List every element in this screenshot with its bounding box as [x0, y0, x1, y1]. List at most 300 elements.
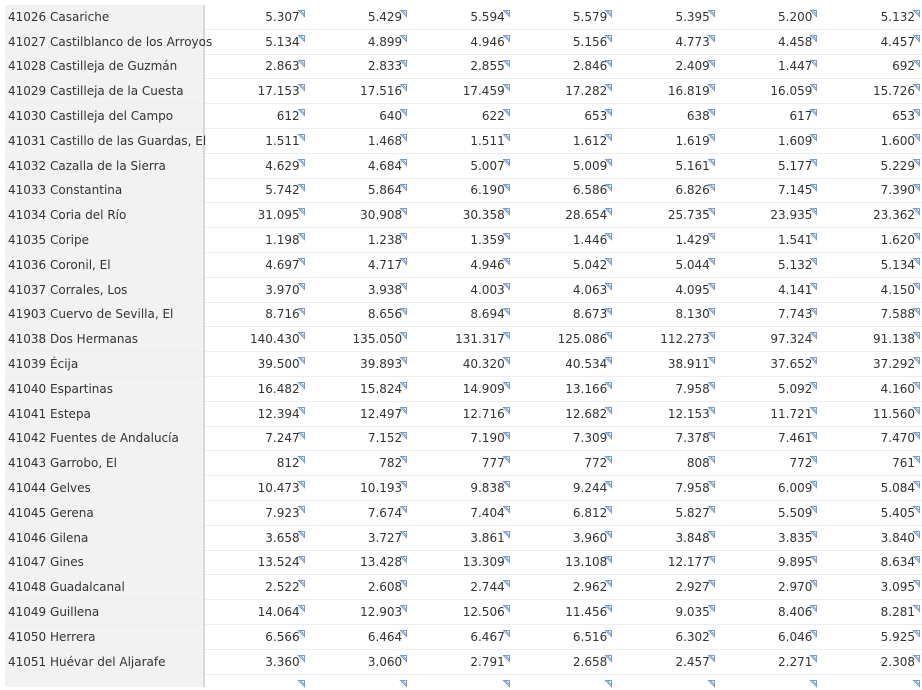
- note-corner-icon[interactable]: [913, 80, 920, 87]
- note-corner-icon[interactable]: [605, 254, 612, 261]
- population-value: 3.360: [265, 654, 300, 669]
- population-value-cell: [204, 228, 307, 253]
- note-corner-icon[interactable]: [605, 105, 612, 112]
- population-value-cell: [819, 302, 922, 327]
- note-corner-icon[interactable]: [605, 328, 612, 335]
- note-corner-icon[interactable]: [913, 254, 920, 261]
- population-value-cell: [717, 476, 820, 501]
- note-corner-icon[interactable]: [708, 378, 715, 385]
- note-corner-icon[interactable]: [605, 676, 612, 683]
- note-corner-icon[interactable]: [298, 527, 305, 534]
- note-corner-icon[interactable]: [708, 601, 715, 608]
- note-corner-icon[interactable]: [605, 229, 612, 236]
- note-corner-icon[interactable]: [400, 328, 407, 335]
- population-value: 5.827: [675, 505, 710, 520]
- note-corner-icon[interactable]: [503, 180, 510, 187]
- note-corner-icon[interactable]: [708, 527, 715, 534]
- note-corner-icon[interactable]: [503, 626, 510, 633]
- note-corner-icon[interactable]: [913, 552, 920, 559]
- population-value-cell: [409, 550, 512, 575]
- note-corner-icon[interactable]: [400, 105, 407, 112]
- note-corner-icon[interactable]: [708, 353, 715, 360]
- note-corner-icon[interactable]: [298, 378, 305, 385]
- note-corner-icon[interactable]: [400, 601, 407, 608]
- population-value-cell: [409, 104, 512, 129]
- population-value-cell: [409, 178, 512, 203]
- note-corner-icon[interactable]: [708, 576, 715, 583]
- note-corner-icon[interactable]: [605, 428, 612, 435]
- population-value-cell: [307, 277, 410, 302]
- population-value: 40.534: [565, 357, 608, 372]
- note-corner-icon[interactable]: [298, 428, 305, 435]
- note-corner-icon[interactable]: [298, 56, 305, 63]
- population-value: 3.060: [367, 654, 403, 669]
- note-corner-icon[interactable]: [503, 229, 510, 236]
- note-corner-icon[interactable]: [298, 254, 305, 261]
- note-corner-icon[interactable]: [605, 403, 612, 410]
- note-corner-icon[interactable]: [298, 204, 305, 211]
- note-corner-icon[interactable]: [298, 477, 305, 484]
- note-corner-icon[interactable]: [605, 304, 612, 311]
- population-value: 12.497: [360, 406, 403, 421]
- note-corner-icon[interactable]: [605, 31, 612, 38]
- note-corner-icon[interactable]: [810, 80, 817, 87]
- note-corner-icon[interactable]: [503, 576, 510, 583]
- note-corner-icon[interactable]: [708, 626, 715, 633]
- population-value: 17.516: [360, 84, 403, 99]
- note-corner-icon[interactable]: [708, 502, 715, 509]
- note-corner-icon[interactable]: [503, 403, 510, 410]
- note-corner-icon[interactable]: [708, 80, 715, 87]
- population-value: 5.405: [880, 505, 915, 520]
- note-corner-icon[interactable]: [605, 576, 612, 583]
- population-value: 9.838: [470, 481, 505, 496]
- population-value: 7.378: [675, 431, 710, 446]
- note-corner-icon[interactable]: [400, 552, 407, 559]
- population-value: 7.743: [778, 307, 813, 322]
- note-corner-icon[interactable]: [605, 626, 612, 633]
- population-value-cell: [614, 352, 717, 377]
- municipality-name: Garrobo, El: [50, 456, 117, 471]
- note-corner-icon[interactable]: [298, 676, 305, 683]
- population-table: [5, 5, 922, 687]
- population-value-cell: [512, 500, 615, 525]
- note-corner-icon[interactable]: [400, 452, 407, 459]
- population-value-cell: [204, 476, 307, 501]
- note-corner-icon[interactable]: [810, 105, 817, 112]
- note-corner-icon[interactable]: [913, 403, 920, 410]
- population-value-cell: [717, 575, 820, 600]
- population-value: 17.282: [565, 84, 608, 99]
- note-corner-icon[interactable]: [810, 552, 817, 559]
- note-corner-icon[interactable]: [913, 477, 920, 484]
- note-corner-icon[interactable]: [605, 353, 612, 360]
- population-value-cell: [717, 327, 820, 352]
- note-corner-icon[interactable]: [913, 130, 920, 137]
- note-corner-icon[interactable]: [913, 328, 920, 335]
- population-value-cell: [307, 352, 410, 377]
- note-corner-icon[interactable]: [913, 31, 920, 38]
- population-value-cell: [614, 104, 717, 129]
- note-corner-icon[interactable]: [810, 6, 817, 13]
- note-corner-icon[interactable]: [605, 80, 612, 87]
- municipality-cell: [5, 327, 204, 352]
- population-value-cell: [204, 401, 307, 426]
- note-corner-icon[interactable]: [913, 304, 920, 311]
- note-corner-icon[interactable]: [298, 229, 305, 236]
- note-corner-icon[interactable]: [708, 428, 715, 435]
- note-corner-icon[interactable]: [810, 254, 817, 261]
- note-corner-icon[interactable]: [810, 130, 817, 137]
- note-corner-icon[interactable]: [503, 452, 510, 459]
- note-corner-icon[interactable]: [810, 328, 817, 335]
- note-corner-icon[interactable]: [298, 328, 305, 335]
- note-corner-icon[interactable]: [913, 502, 920, 509]
- note-corner-icon[interactable]: [400, 353, 407, 360]
- population-value-cell: [409, 426, 512, 451]
- population-value-cell: [819, 525, 922, 550]
- population-value-cell: [204, 5, 307, 29]
- note-corner-icon[interactable]: [298, 279, 305, 286]
- population-value: 5.161: [675, 158, 710, 173]
- note-corner-icon[interactable]: [400, 676, 407, 683]
- note-corner-icon[interactable]: [503, 304, 510, 311]
- note-corner-icon[interactable]: [913, 6, 920, 13]
- note-corner-icon[interactable]: [298, 502, 305, 509]
- note-corner-icon[interactable]: [913, 180, 920, 187]
- note-corner-icon[interactable]: [400, 130, 407, 137]
- population-value-cell: [204, 575, 307, 600]
- note-corner-icon[interactable]: [810, 229, 817, 236]
- population-value: 39.500: [257, 357, 300, 372]
- note-corner-icon[interactable]: [605, 378, 612, 385]
- note-corner-icon[interactable]: [503, 601, 510, 608]
- note-corner-icon[interactable]: [810, 502, 817, 509]
- note-corner-icon[interactable]: [810, 204, 817, 211]
- note-corner-icon[interactable]: [810, 31, 817, 38]
- note-corner-icon[interactable]: [810, 378, 817, 385]
- population-value: 7.152: [367, 431, 403, 446]
- population-value-cell: [512, 104, 615, 129]
- population-value: 4.458: [778, 34, 813, 49]
- population-value: 6.009: [778, 481, 813, 496]
- note-corner-icon[interactable]: [605, 180, 612, 187]
- note-corner-icon[interactable]: [400, 403, 407, 410]
- note-corner-icon[interactable]: [503, 105, 510, 112]
- note-corner-icon[interactable]: [810, 651, 817, 658]
- note-corner-icon[interactable]: [913, 204, 920, 211]
- note-corner-icon[interactable]: [708, 304, 715, 311]
- note-corner-icon[interactable]: [298, 576, 305, 583]
- note-corner-icon[interactable]: [503, 155, 510, 162]
- population-value-cell: [512, 178, 615, 203]
- note-corner-icon[interactable]: [810, 56, 817, 63]
- table-row: [5, 500, 922, 525]
- note-corner-icon[interactable]: [605, 552, 612, 559]
- note-corner-icon[interactable]: [400, 279, 407, 286]
- note-corner-icon[interactable]: [605, 6, 612, 13]
- note-corner-icon[interactable]: [400, 56, 407, 63]
- population-value-cell: [204, 178, 307, 203]
- note-corner-icon[interactable]: [913, 229, 920, 236]
- population-value-cell: [717, 550, 820, 575]
- note-corner-icon[interactable]: [605, 477, 612, 484]
- note-corner-icon[interactable]: [810, 304, 817, 311]
- note-corner-icon[interactable]: [810, 279, 817, 286]
- population-value-cell: [717, 649, 820, 674]
- note-corner-icon[interactable]: [708, 477, 715, 484]
- note-corner-icon[interactable]: [298, 651, 305, 658]
- note-corner-icon[interactable]: [503, 279, 510, 286]
- note-corner-icon[interactable]: [298, 552, 305, 559]
- note-corner-icon[interactable]: [913, 527, 920, 534]
- note-corner-icon[interactable]: [400, 477, 407, 484]
- note-corner-icon[interactable]: [400, 254, 407, 261]
- population-value: 5.864: [367, 183, 403, 198]
- note-corner-icon[interactable]: [503, 6, 510, 13]
- population-value: 1.511: [265, 133, 300, 148]
- note-corner-icon[interactable]: [503, 651, 510, 658]
- population-value: 4.063: [572, 282, 608, 297]
- note-corner-icon[interactable]: [810, 180, 817, 187]
- note-corner-icon[interactable]: [605, 130, 612, 137]
- note-corner-icon[interactable]: [605, 155, 612, 162]
- note-corner-icon[interactable]: [810, 676, 817, 683]
- note-corner-icon[interactable]: [913, 601, 920, 608]
- population-value: 1.429: [675, 233, 710, 248]
- municipality-cell: [5, 401, 204, 426]
- note-corner-icon[interactable]: [298, 403, 305, 410]
- municipality-code: 41039: [8, 357, 47, 372]
- note-corner-icon[interactable]: [913, 626, 920, 633]
- population-value-cell: [819, 29, 922, 54]
- note-corner-icon[interactable]: [708, 229, 715, 236]
- population-value: 1.620: [880, 233, 915, 248]
- note-corner-icon[interactable]: [913, 155, 920, 162]
- note-corner-icon[interactable]: [400, 527, 407, 534]
- population-value: 5.307: [265, 9, 300, 24]
- population-value-cell: [614, 624, 717, 649]
- note-corner-icon[interactable]: [708, 6, 715, 13]
- note-corner-icon[interactable]: [503, 477, 510, 484]
- note-corner-icon[interactable]: [298, 31, 305, 38]
- population-value: 14.909: [462, 381, 505, 396]
- note-corner-icon[interactable]: [503, 502, 510, 509]
- note-corner-icon[interactable]: [913, 56, 920, 63]
- note-corner-icon[interactable]: [708, 56, 715, 63]
- population-value-cell: [409, 451, 512, 476]
- population-value: 23.935: [770, 208, 813, 223]
- note-corner-icon[interactable]: [605, 527, 612, 534]
- population-value: 6.302: [675, 629, 710, 644]
- note-corner-icon[interactable]: [913, 428, 920, 435]
- population-value: 5.042: [572, 257, 608, 272]
- municipality-cell: [5, 302, 204, 327]
- municipality-name: Castillo de las Guardas, El: [50, 133, 207, 148]
- population-value: 4.773: [675, 34, 710, 49]
- note-corner-icon[interactable]: [400, 378, 407, 385]
- note-corner-icon[interactable]: [400, 304, 407, 311]
- population-value: 8.656: [367, 307, 403, 322]
- population-value: 13.108: [565, 555, 608, 570]
- note-corner-icon[interactable]: [810, 576, 817, 583]
- population-value: 2.608: [367, 580, 403, 595]
- note-corner-icon[interactable]: [913, 353, 920, 360]
- population-value-cell: [409, 252, 512, 277]
- note-corner-icon[interactable]: [810, 428, 817, 435]
- note-corner-icon[interactable]: [298, 626, 305, 633]
- note-corner-icon[interactable]: [503, 56, 510, 63]
- note-corner-icon[interactable]: [708, 31, 715, 38]
- note-corner-icon[interactable]: [605, 502, 612, 509]
- note-corner-icon[interactable]: [503, 254, 510, 261]
- note-corner-icon[interactable]: [298, 180, 305, 187]
- note-corner-icon[interactable]: [503, 676, 510, 683]
- population-value-cell: [819, 500, 922, 525]
- note-corner-icon[interactable]: [708, 155, 715, 162]
- note-corner-icon[interactable]: [708, 552, 715, 559]
- note-corner-icon[interactable]: [708, 180, 715, 187]
- note-corner-icon[interactable]: [810, 353, 817, 360]
- note-corner-icon[interactable]: [400, 31, 407, 38]
- note-corner-icon[interactable]: [400, 651, 407, 658]
- note-corner-icon[interactable]: [913, 576, 920, 583]
- note-corner-icon[interactable]: [503, 428, 510, 435]
- note-corner-icon[interactable]: [298, 130, 305, 137]
- note-corner-icon[interactable]: [708, 105, 715, 112]
- note-corner-icon[interactable]: [400, 6, 407, 13]
- note-corner-icon[interactable]: [503, 527, 510, 534]
- population-value-cell: [614, 128, 717, 153]
- note-corner-icon[interactable]: [503, 353, 510, 360]
- note-corner-icon[interactable]: [810, 452, 817, 459]
- note-corner-icon[interactable]: [400, 155, 407, 162]
- note-corner-icon[interactable]: [400, 204, 407, 211]
- population-value-cell: [512, 649, 615, 674]
- note-corner-icon[interactable]: [810, 477, 817, 484]
- population-value: 91.138: [873, 332, 915, 347]
- population-value: 7.461: [778, 431, 813, 446]
- note-corner-icon[interactable]: [503, 80, 510, 87]
- note-corner-icon[interactable]: [400, 428, 407, 435]
- population-value: 2.744: [470, 580, 505, 595]
- note-corner-icon[interactable]: [503, 31, 510, 38]
- note-corner-icon[interactable]: [708, 279, 715, 286]
- note-corner-icon[interactable]: [913, 651, 920, 658]
- note-corner-icon[interactable]: [503, 378, 510, 385]
- note-corner-icon[interactable]: [708, 328, 715, 335]
- population-value-cell: [307, 500, 410, 525]
- population-value: 4.160: [880, 381, 915, 396]
- note-corner-icon[interactable]: [810, 626, 817, 633]
- note-corner-icon[interactable]: [810, 601, 817, 608]
- population-value-cell: [512, 29, 615, 54]
- note-corner-icon[interactable]: [298, 6, 305, 13]
- population-value: 3.848: [675, 530, 710, 545]
- note-corner-icon[interactable]: [605, 651, 612, 658]
- note-corner-icon[interactable]: [503, 552, 510, 559]
- note-corner-icon[interactable]: [503, 130, 510, 137]
- note-corner-icon[interactable]: [605, 452, 612, 459]
- note-corner-icon[interactable]: [913, 378, 920, 385]
- note-corner-icon[interactable]: [810, 527, 817, 534]
- note-corner-icon[interactable]: [298, 155, 305, 162]
- population-value-cell: [512, 277, 615, 302]
- note-corner-icon[interactable]: [913, 279, 920, 286]
- note-corner-icon[interactable]: [298, 80, 305, 87]
- note-corner-icon[interactable]: [708, 204, 715, 211]
- population-value: 7.588: [880, 307, 915, 322]
- note-corner-icon[interactable]: [605, 56, 612, 63]
- population-value: 653: [584, 109, 608, 124]
- note-corner-icon[interactable]: [298, 105, 305, 112]
- note-corner-icon[interactable]: [605, 601, 612, 608]
- population-value-cell: [307, 252, 410, 277]
- note-corner-icon[interactable]: [503, 328, 510, 335]
- note-corner-icon[interactable]: [913, 105, 920, 112]
- population-value-cell: [819, 277, 922, 302]
- population-value: 5.579: [572, 9, 608, 24]
- population-value-cell: [307, 203, 410, 228]
- note-corner-icon[interactable]: [298, 452, 305, 459]
- note-corner-icon[interactable]: [708, 676, 715, 683]
- population-value: 7.309: [572, 431, 608, 446]
- population-value-cell: [819, 327, 922, 352]
- population-value-cell: [717, 104, 820, 129]
- note-corner-icon[interactable]: [605, 279, 612, 286]
- note-corner-icon[interactable]: [708, 254, 715, 261]
- note-corner-icon[interactable]: [708, 403, 715, 410]
- note-corner-icon[interactable]: [810, 155, 817, 162]
- note-corner-icon[interactable]: [708, 130, 715, 137]
- note-corner-icon[interactable]: [400, 180, 407, 187]
- note-corner-icon[interactable]: [298, 304, 305, 311]
- population-value: 5.044: [675, 257, 710, 272]
- population-value: 5.229: [880, 158, 915, 173]
- note-corner-icon[interactable]: [810, 403, 817, 410]
- note-corner-icon[interactable]: [913, 676, 920, 683]
- note-corner-icon[interactable]: [400, 576, 407, 583]
- municipality-name: Corrales, Los: [50, 282, 128, 297]
- municipality-cell: [5, 252, 204, 277]
- municipality-code: 41045: [8, 505, 47, 520]
- note-corner-icon[interactable]: [503, 204, 510, 211]
- population-value-cell: [614, 153, 717, 178]
- municipality-cell: [5, 203, 204, 228]
- municipality-cell: [5, 352, 204, 377]
- note-corner-icon[interactable]: [605, 204, 612, 211]
- note-corner-icon[interactable]: [400, 502, 407, 509]
- note-corner-icon[interactable]: [913, 452, 920, 459]
- note-corner-icon[interactable]: [708, 452, 715, 459]
- municipality-cell: [5, 277, 204, 302]
- note-corner-icon[interactable]: [708, 651, 715, 658]
- note-corner-icon[interactable]: [298, 353, 305, 360]
- population-value: 8.406: [778, 605, 813, 620]
- population-value: 5.009: [572, 158, 608, 173]
- population-value-cell: [614, 203, 717, 228]
- population-value: 5.742: [265, 183, 300, 198]
- note-corner-icon[interactable]: [400, 80, 407, 87]
- population-value-cell: [512, 525, 615, 550]
- note-corner-icon[interactable]: [298, 601, 305, 608]
- population-value: 12.716: [462, 406, 505, 421]
- population-value: 5.509: [778, 505, 813, 520]
- note-corner-icon[interactable]: [400, 626, 407, 633]
- population-value-cell: [819, 203, 922, 228]
- note-corner-icon[interactable]: [400, 229, 407, 236]
- municipality-code: 41046: [8, 530, 47, 545]
